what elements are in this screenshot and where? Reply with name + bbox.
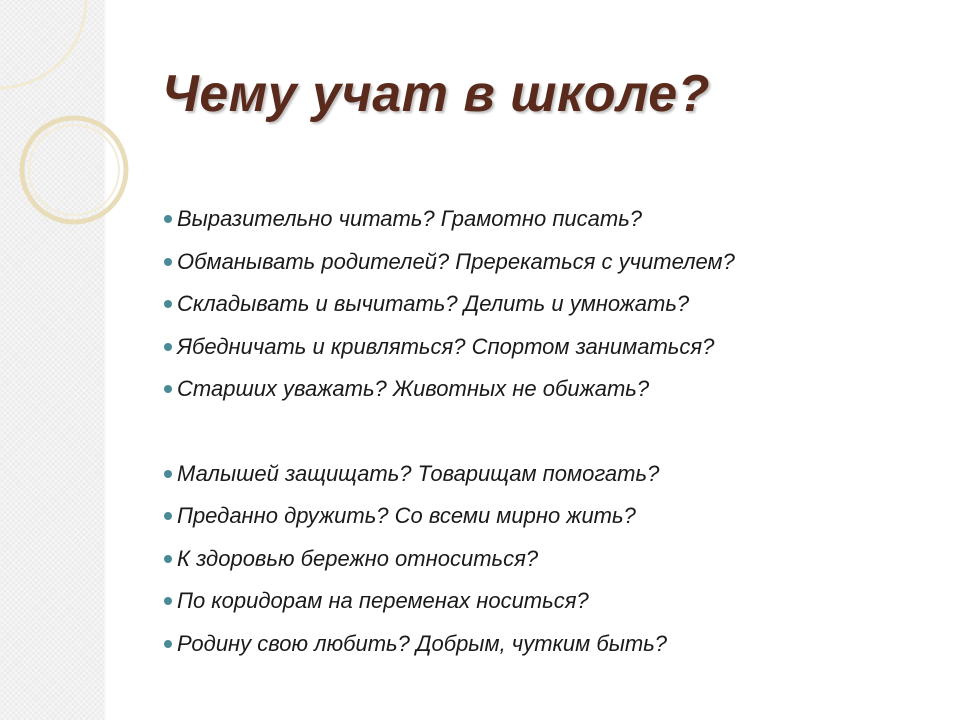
slide-title: Чему учат в школе? xyxy=(162,65,710,123)
list-item xyxy=(164,538,735,581)
list-item-text: Складывать и вычитать? Делить и умножать? xyxy=(177,291,690,317)
list-item xyxy=(164,326,735,369)
decorative-ring xyxy=(22,118,126,222)
bullet-dot xyxy=(164,385,172,393)
list-item xyxy=(164,453,735,496)
list-item-text: Малышей защищать? Товарищам помогать? xyxy=(177,460,660,486)
list-item-text: Родину свою любить? Добрым, чутким быть? xyxy=(177,630,668,656)
list-item xyxy=(164,198,735,241)
question-list xyxy=(164,198,735,665)
list-item xyxy=(164,623,735,666)
decorative-rings xyxy=(0,0,130,260)
list-item-text: К здоровью бережно относиться? xyxy=(177,545,539,571)
list-item xyxy=(164,580,735,623)
list-item-text: Выразительно читать? Грамотно писать? xyxy=(177,206,643,232)
list-item-text: Обманывать родителей? Пререкаться с учителем? xyxy=(177,248,735,274)
list-item xyxy=(164,368,735,411)
list-item xyxy=(164,241,735,284)
decorative-arc-top xyxy=(0,0,86,88)
list-item xyxy=(164,495,735,538)
bullet-dot xyxy=(164,640,172,648)
bullet-dot xyxy=(164,215,172,223)
list-item-text: Преданно дружить? Со всеми мирно жить? xyxy=(177,503,636,529)
bullet-dot xyxy=(164,555,172,563)
bullet-dot xyxy=(164,470,172,478)
bullet-dot xyxy=(164,343,172,351)
bullet-dot xyxy=(164,597,172,605)
bullet-dot xyxy=(164,512,172,520)
decorative-ring-inner xyxy=(29,125,119,215)
bullet-dot xyxy=(164,258,172,266)
list-item-text: Ябедничать и кривляться? Спортом заниматься? xyxy=(177,333,715,359)
bullet-dot xyxy=(164,300,172,308)
list-item-text: По коридорам на переменах носиться? xyxy=(177,588,589,614)
list-item-text: Старших уважать? Животных не обижать? xyxy=(177,376,650,402)
list-item xyxy=(164,283,735,326)
